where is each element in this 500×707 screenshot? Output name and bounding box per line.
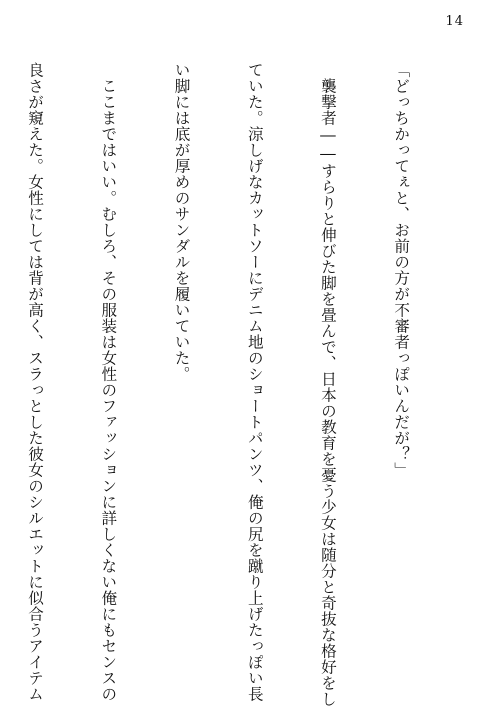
text-line: い脚には底が厚めのサンダルを履いていた。 [172, 62, 191, 382]
text-line: 良さが窺えた。女性にしては背が高く、スラっとした彼女のシルエットに似合うアイテム [26, 62, 45, 702]
text-line: ここまではいい。むしろ、その服装は女性のファッションに詳しくない俺にもセンスの [99, 62, 118, 702]
text-line: 襲撃者――すらりと伸びた脚を畳んで、日本の教育を憂う少女は随分と奇抜な格好をし [318, 62, 337, 707]
text-line: ていた。涼しげなカットソーにデニム地のショートパンツ、俺の尻を蹴り上げたっぽい長 [245, 62, 264, 702]
page-number: 14 [445, 14, 464, 29]
body-text [26, 62, 462, 707]
text-line: 「どっちかってぇと、お前の方が不審者っぽいんだが？」 [392, 62, 411, 478]
